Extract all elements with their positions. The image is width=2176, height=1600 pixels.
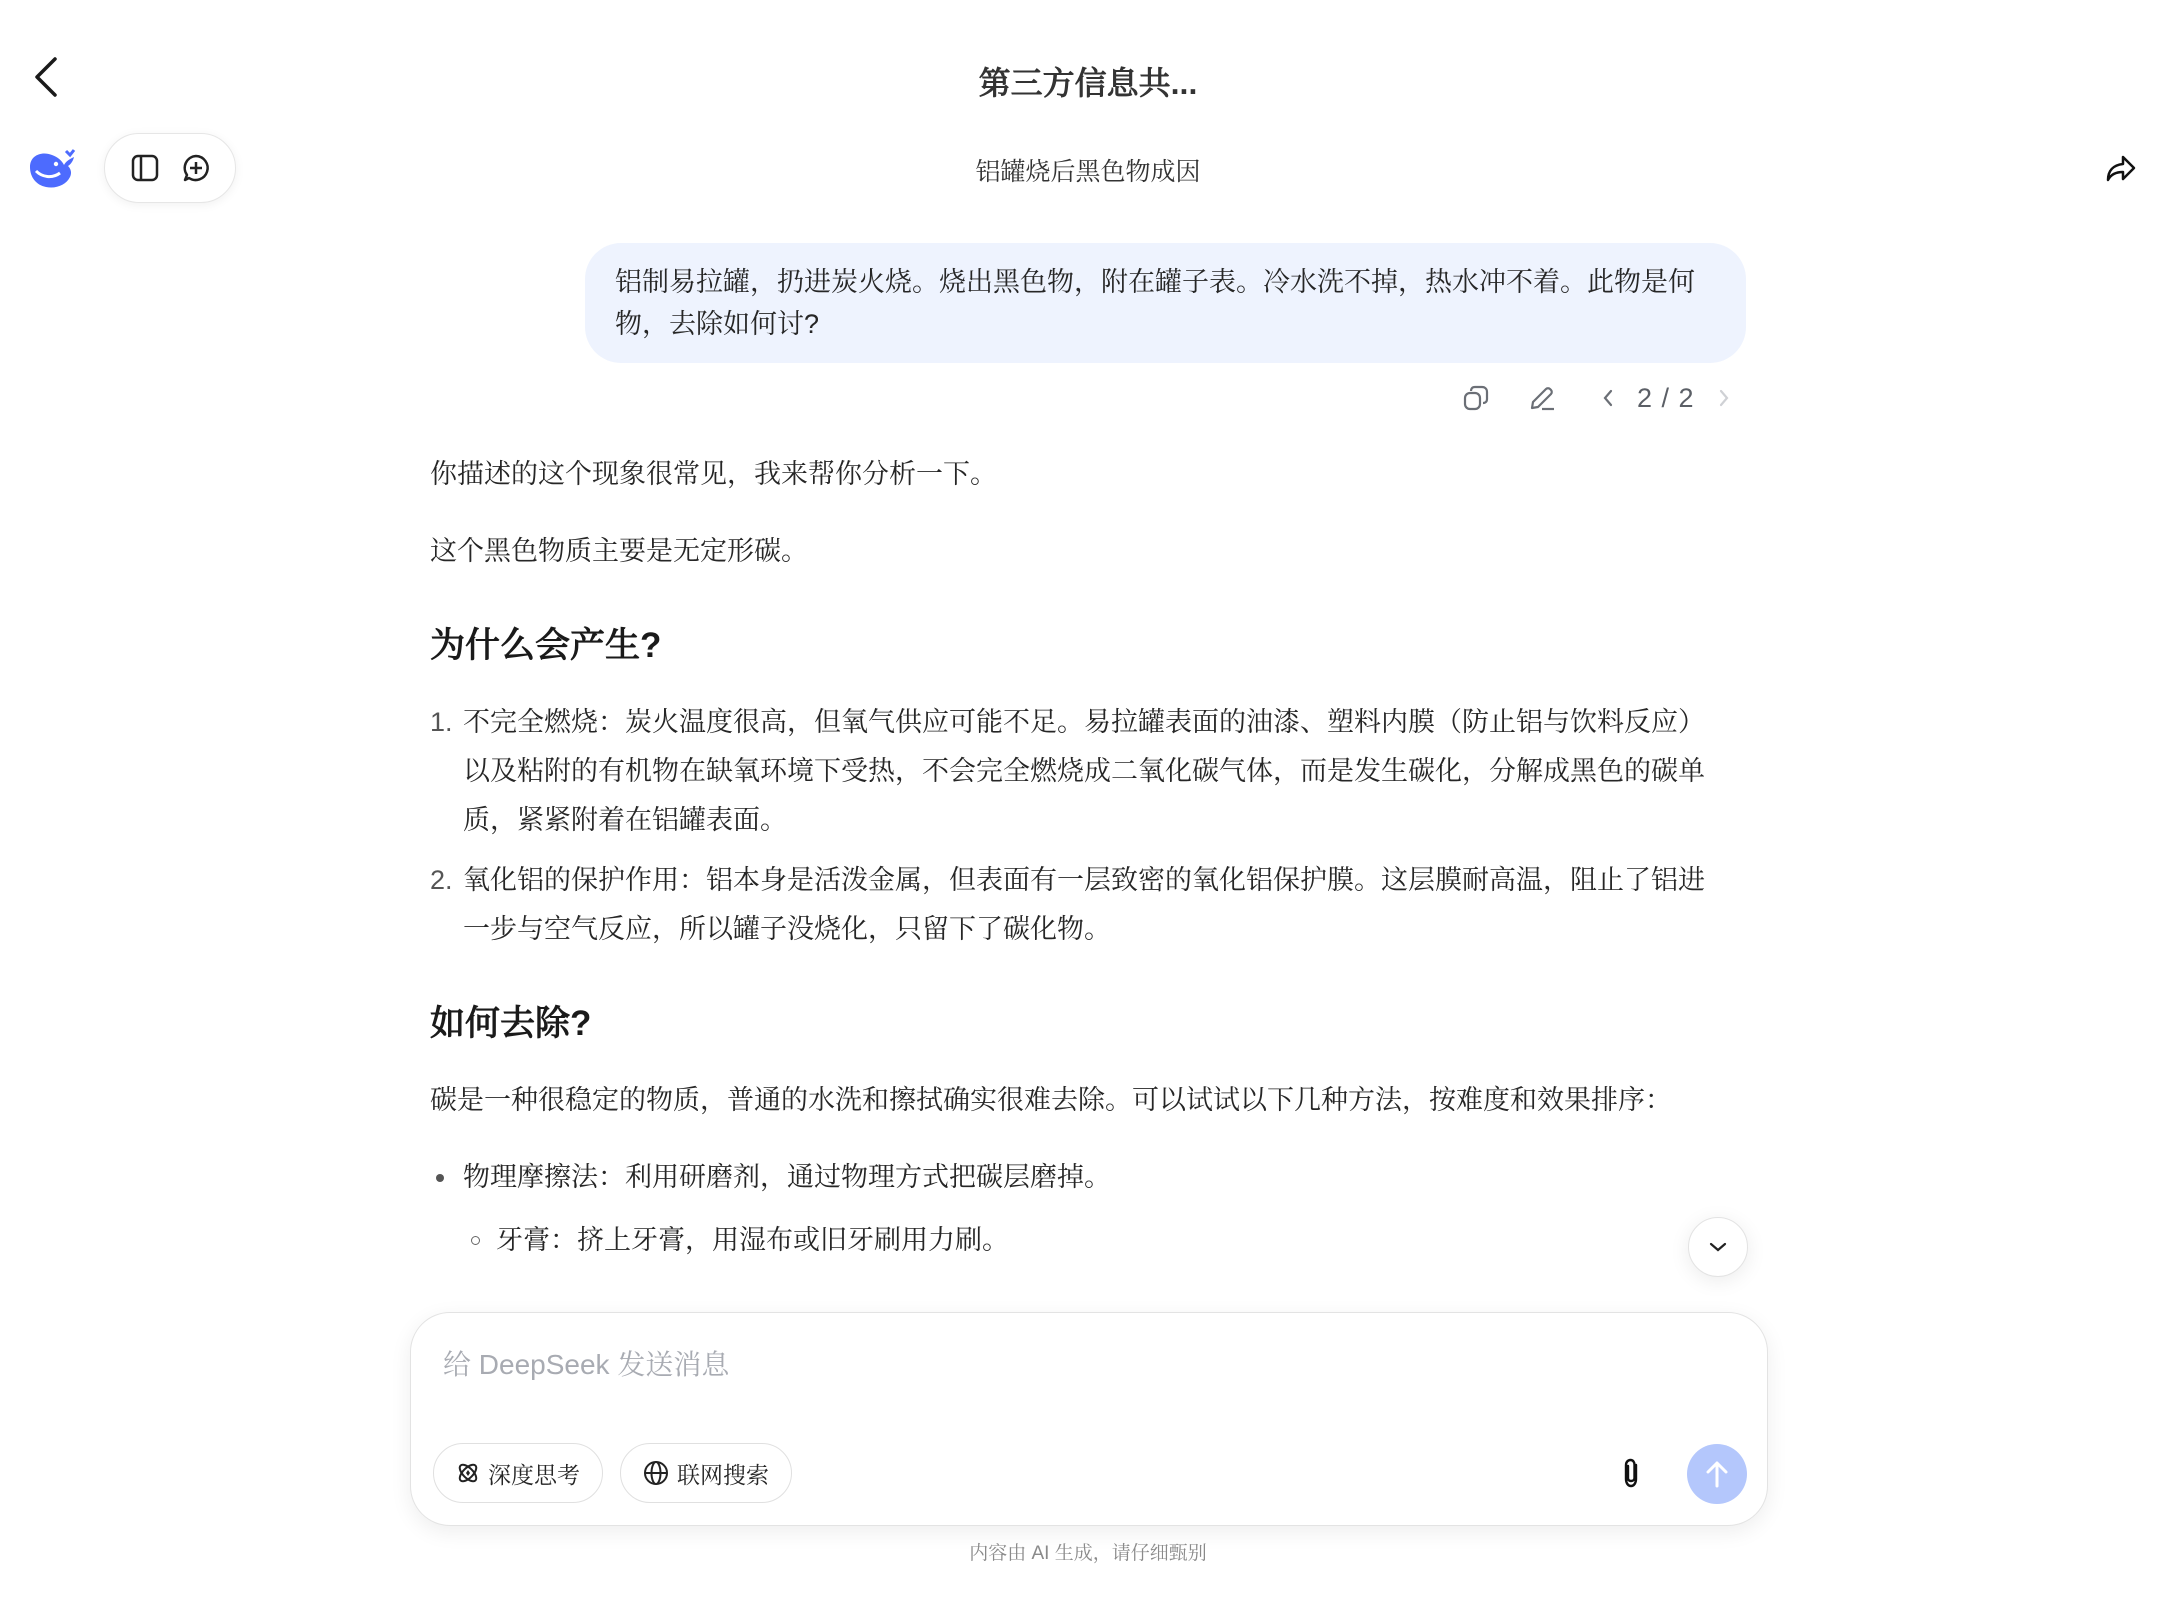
answer-intro: 你描述的这个现象很常见，我来帮你分析一下。 xyxy=(430,459,997,489)
chevron-left-icon xyxy=(1601,387,1615,409)
sidebar-toggle-button[interactable] xyxy=(127,150,163,186)
prev-version-button[interactable] xyxy=(1587,377,1629,419)
page-title: 第三方信息共... xyxy=(978,65,1198,101)
edit-button[interactable] xyxy=(1521,377,1563,419)
bullet-icon xyxy=(436,1174,444,1182)
atom-icon xyxy=(456,1461,480,1485)
whale-logo-icon xyxy=(26,147,78,191)
section-heading-remove: 如何去除? xyxy=(430,1004,592,1043)
assistant-answer xyxy=(430,450,1730,1279)
chevron-down-icon xyxy=(1708,1241,1728,1253)
reasons-list xyxy=(430,698,1730,954)
list-item: 2. 氧化铝的保护作用：铝本身是活泼金属，但表面有一层致密的氧化铝保护膜。这层膜耐高温，阻止了铝进一步与空气反应，所以罐子没烧化，只留下了碳化物。 xyxy=(430,865,1705,944)
version-pager: 2 / 2 xyxy=(1637,382,1695,413)
list-item: 物理摩擦法：利用研磨剂，通过物理方式把碳层磨掉。 牙膏：挤上牙膏，用湿布或旧牙刷用力刷。 xyxy=(430,1153,1730,1265)
answer-summary: 这个黑色物质主要是无定形碳。 xyxy=(430,536,808,566)
list-item: 牙膏：挤上牙膏，用湿布或旧牙刷用力刷。 xyxy=(463,1216,1730,1265)
sidebar-controls xyxy=(104,133,236,203)
list-item: 1. 不完全燃烧：炭火温度很高，但氧气供应可能不足。易拉罐表面的油漆、塑料内膜（防止铝与饮料反应）以及粘附的有机物在缺氧环境下受热，不会完全燃烧成二氧化碳气体，而是发生碳化，分解成黑色的碳单质，紧紧附着在铝罐表面。 xyxy=(430,707,1705,835)
section-heading-why: 为什么会产生? xyxy=(430,626,662,665)
message-composer xyxy=(410,1312,1768,1526)
new-chat-button[interactable] xyxy=(178,150,214,186)
chat-subtitle: 铝罐烧后黑色物成因 xyxy=(975,158,1201,186)
scroll-to-bottom-button[interactable] xyxy=(1688,1217,1748,1277)
ai-disclaimer: 内容由 AI 生成，请仔细甄别 xyxy=(969,1543,1207,1564)
section-intro: 碳是一种很稳定的物质，普通的水洗和擦拭确实很难去除。可以试试以下几种方法，按难度和效果排序： xyxy=(430,1085,1672,1115)
user-message-bubble: 铝制易拉罐，扔进炭火烧。烧出黑色物，附在罐子表。冷水洗不掉，热水冲不着。此物是何物，去除如何讨? xyxy=(585,243,1746,363)
arrow-up-icon xyxy=(1704,1459,1730,1489)
copy-icon xyxy=(1462,384,1490,412)
copy-button[interactable] xyxy=(1455,377,1497,419)
deepseek-logo[interactable] xyxy=(26,147,78,191)
sidebar-toggle-icon xyxy=(130,153,160,183)
share-icon xyxy=(2105,155,2137,183)
attach-button[interactable] xyxy=(1613,1455,1649,1491)
send-button[interactable] xyxy=(1687,1444,1747,1504)
next-version-button[interactable] xyxy=(1703,377,1745,419)
edit-pencil-icon xyxy=(1528,384,1556,412)
circle-bullet-icon xyxy=(471,1236,480,1245)
sub-list xyxy=(463,1216,1730,1265)
share-button[interactable] xyxy=(2100,148,2142,190)
message-actions xyxy=(1455,377,1745,419)
deep-think-toggle[interactable]: 深度思考 xyxy=(433,1443,603,1503)
globe-icon xyxy=(643,1460,669,1486)
paperclip-icon xyxy=(1620,1457,1642,1489)
chevron-right-icon xyxy=(1717,387,1731,409)
message-input[interactable] xyxy=(443,1343,1733,1433)
methods-list xyxy=(430,1153,1730,1265)
new-chat-icon xyxy=(181,153,211,183)
web-search-toggle[interactable]: 联网搜索 xyxy=(620,1443,792,1503)
